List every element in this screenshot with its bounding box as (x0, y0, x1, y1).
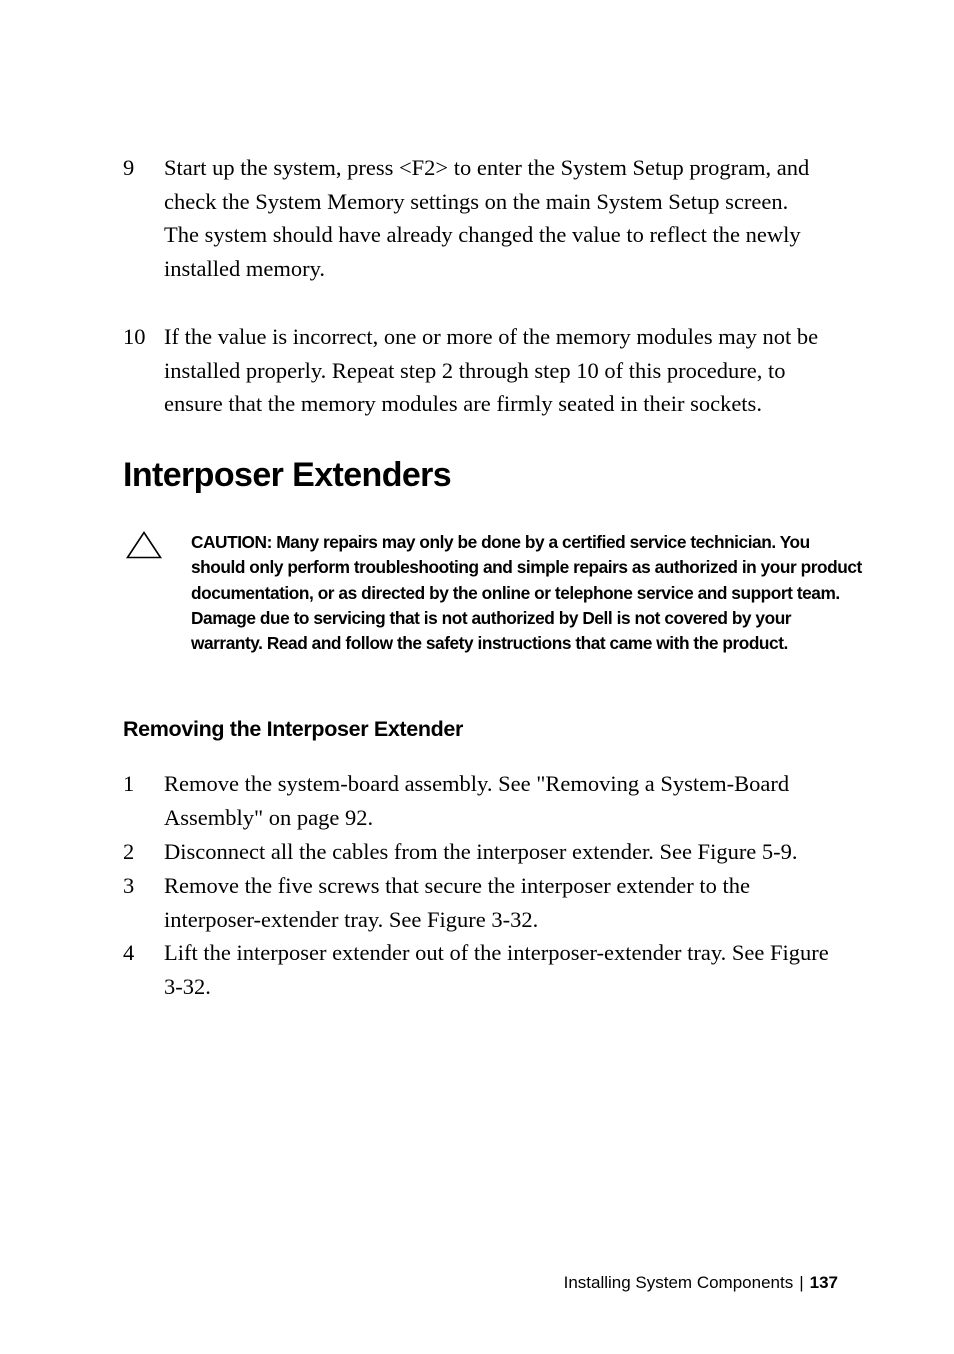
step-text: Start up the system, press <F2> to enter the System Setup program, and check the System Memory settings on the main System Setup screen. (164, 155, 810, 214)
footer-chapter: Installing System Components (563, 1273, 794, 1292)
page-footer (564, 1273, 838, 1293)
step-text: Lift the interposer extender out of the interposer-extender tray. See Figure 3-32. (164, 940, 829, 999)
section-title: Interposer Extenders (123, 456, 452, 494)
step-text: Disconnect all the cables from the interposer extender. See Figure 5-9. (164, 839, 798, 864)
step-number: 9 (123, 155, 135, 180)
step-text: Remove the system-board assembly. See "Removing a System-Board Assembly" on page 92. (164, 771, 790, 830)
step-number: 2 (123, 839, 135, 864)
step-number: 10 (123, 324, 146, 349)
removal-step-1 (123, 767, 843, 834)
subsection-title: Removing the Interposer Extender (123, 717, 464, 741)
caution-text: CAUTION: Many repairs may only be done by a certified service technician. You should only perform troubleshooting and simple repairs as authorized in your product documentation, or as directed by the online or telephone service and support team. Damage due to servicing that is not authorized by Dell is not covered by your warranty. Read and follow the safety instructions that came with the product. (191, 532, 862, 654)
page-number: 137 (809, 1273, 838, 1292)
step-note: The system should have already changed the value to reflect the newly installed memory. (164, 222, 801, 282)
removal-step-4 (123, 936, 843, 1003)
step-number: 4 (123, 940, 135, 965)
step-9 (123, 151, 843, 286)
removal-step-2 (123, 835, 843, 869)
footer-separator: | (799, 1273, 804, 1292)
step-number: 3 (123, 873, 135, 898)
removal-step-3 (123, 869, 843, 936)
step-10 (123, 320, 843, 421)
step-text: If the value is incorrect, one or more of the memory modules may not be installed properly. Repeat step 2 through step 10 of this procedure, to ensure that the memory modules are firmly seated in their sockets. (164, 324, 819, 417)
step-number: 1 (123, 771, 135, 796)
caution-triangle-icon (126, 531, 162, 559)
step-text: Remove the five screws that secure the interposer extender to the interposer-extender tray. See Figure 3-32. (164, 873, 751, 932)
